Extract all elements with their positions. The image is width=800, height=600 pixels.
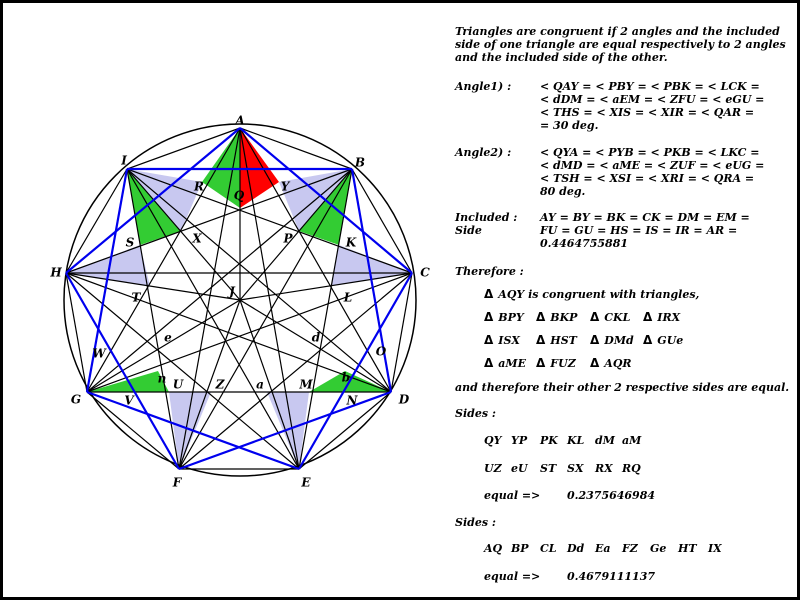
triangle-symbol-icon: Δ (536, 356, 546, 370)
therefore-label: Therefore : (455, 265, 524, 278)
angle2-line: < QYA = < PYB = < PKB = < LKC = (540, 146, 760, 159)
triangle-item: Δ AQR (590, 356, 632, 370)
point-label-O: O (375, 344, 387, 359)
point-label-d: d (311, 330, 321, 345)
sides-label: Sides : (455, 407, 496, 420)
angle2-line: < dMD = < aME = < ZUF = < eUG = (540, 159, 765, 172)
equal-label: equal => (484, 489, 541, 502)
point-label-I: I (121, 153, 127, 168)
triangle-symbol-icon: Δ (484, 356, 494, 370)
angle2-line: 80 deg. (540, 185, 586, 198)
intro-line: and the included side of the other. (455, 51, 668, 64)
triangle-symbol-icon: Δ (536, 310, 546, 324)
equal-label: equal => (484, 570, 541, 583)
triangle-symbol-icon: Δ (484, 287, 494, 301)
side-item: KL (567, 434, 585, 447)
sides-label: Sides : (455, 516, 496, 529)
text-panel (3, 3, 797, 597)
side-item: IX (708, 542, 722, 555)
equal-value: 0.2375646984 (567, 489, 656, 502)
point-label-X: X (192, 231, 202, 246)
intro-line: Triangles are congruent if 2 angles and the included (455, 25, 780, 38)
triangle-item: Δ BKP (536, 310, 578, 324)
angle1-line: < THS = < XIS = < XIR = < QAR = (540, 106, 755, 119)
point-label-B: B (354, 155, 366, 170)
angle1-line: < QAY = < PBY = < PBK = < LCK = (540, 80, 760, 93)
triangle-symbol-icon: Δ (590, 356, 600, 370)
triangle-symbol-icon: Δ (590, 333, 600, 347)
included-line: 0.4464755881 (540, 237, 629, 250)
side-item: aM (622, 434, 642, 447)
point-label-D: D (398, 392, 410, 407)
point-label-G: G (70, 392, 82, 407)
angle1-line: = 30 deg. (540, 119, 599, 132)
triangle-item: Δ DMd (590, 333, 634, 347)
side-item: YP (511, 434, 528, 447)
intro-line: side of one triangle are equal respectively to 2 angles (455, 38, 786, 51)
angle2-label: Angle2) : (455, 146, 512, 159)
included-line: FU = GU = HS = IS = IR = AR = (540, 224, 738, 237)
triangle-symbol-icon: Δ (590, 310, 600, 324)
point-label-T: T (131, 290, 141, 305)
point-label-M: M (299, 377, 313, 392)
side-item: PK (540, 434, 558, 447)
point-label-K: K (345, 235, 357, 250)
point-label-b: b (341, 370, 351, 385)
point-label-C: C (420, 265, 430, 280)
point-label-P: P (283, 231, 293, 246)
side-item: CL (540, 542, 557, 555)
angle1-line: < dDM = < aEM = < ZFU = < eGU = (540, 93, 765, 106)
side-item: Ge (650, 542, 667, 555)
side-item: RX (595, 462, 613, 475)
side-item: ST (540, 462, 557, 475)
side-item: SX (567, 462, 584, 475)
point-label-N: N (346, 393, 358, 408)
angle2-line: < TSH = < XSI = < XRI = < QRA = (540, 172, 755, 185)
triangle-item: Δ BPY (484, 310, 524, 324)
included-label: Side (455, 224, 482, 237)
side-item: BP (511, 542, 529, 555)
point-label-Z: Z (215, 377, 225, 392)
point-label-a: a (256, 377, 264, 392)
point-label-W: W (92, 346, 106, 361)
congruent-line: Δ AQY is congruent with triangles, (484, 287, 700, 301)
point-label-R: R (194, 179, 204, 194)
page (3, 3, 797, 597)
side-item: eU (511, 462, 528, 475)
point-label-U: U (172, 377, 184, 392)
side-item: Dd (567, 542, 585, 555)
angle1-label: Angle1) : (455, 80, 512, 93)
triangle-item: Δ FUZ (536, 356, 576, 370)
point-label-H: H (50, 265, 62, 280)
side-item: FZ (622, 542, 638, 555)
point-label-Q: Q (233, 188, 245, 203)
point-label-V: V (124, 393, 134, 408)
equal-value: 0.4679111137 (567, 570, 656, 583)
side-item: AQ (484, 542, 503, 555)
triangle-symbol-icon: Δ (484, 333, 494, 347)
conclusion-line: and therefore their other 2 respective sides are equal. (455, 381, 790, 394)
point-label-F: F (172, 475, 182, 490)
point-label-A: A (235, 113, 245, 128)
point-label-n: n (157, 371, 167, 386)
point-label-e: e (164, 330, 172, 345)
triangle-item: Δ IRX (643, 310, 681, 324)
triangle-item: Δ HST (536, 333, 577, 347)
point-label-Y: Y (280, 179, 290, 194)
side-item: Ea (595, 542, 611, 555)
point-label-S: S (125, 235, 135, 250)
triangle-symbol-icon: Δ (643, 333, 653, 347)
side-item: QY (484, 434, 502, 447)
triangle-symbol-icon: Δ (484, 310, 494, 324)
triangle-symbol-icon: Δ (536, 333, 546, 347)
side-item: RQ (622, 462, 641, 475)
triangle-symbol-icon: Δ (643, 310, 653, 324)
side-item: dM (595, 434, 615, 447)
point-label-E: E (301, 475, 311, 490)
side-item: UZ (484, 462, 502, 475)
side-item: HT (678, 542, 697, 555)
point-label-L: L (343, 290, 353, 305)
triangle-item: Δ ISX (484, 333, 520, 347)
triangle-item: Δ GUe (643, 333, 684, 347)
triangle-item: Δ CKL (590, 310, 631, 324)
triangle-item: Δ aME (484, 356, 526, 370)
point-label-J: J (229, 284, 235, 299)
included-line: AY = BY = BK = CK = DM = EM = (540, 211, 750, 224)
included-label: Included : (455, 211, 518, 224)
